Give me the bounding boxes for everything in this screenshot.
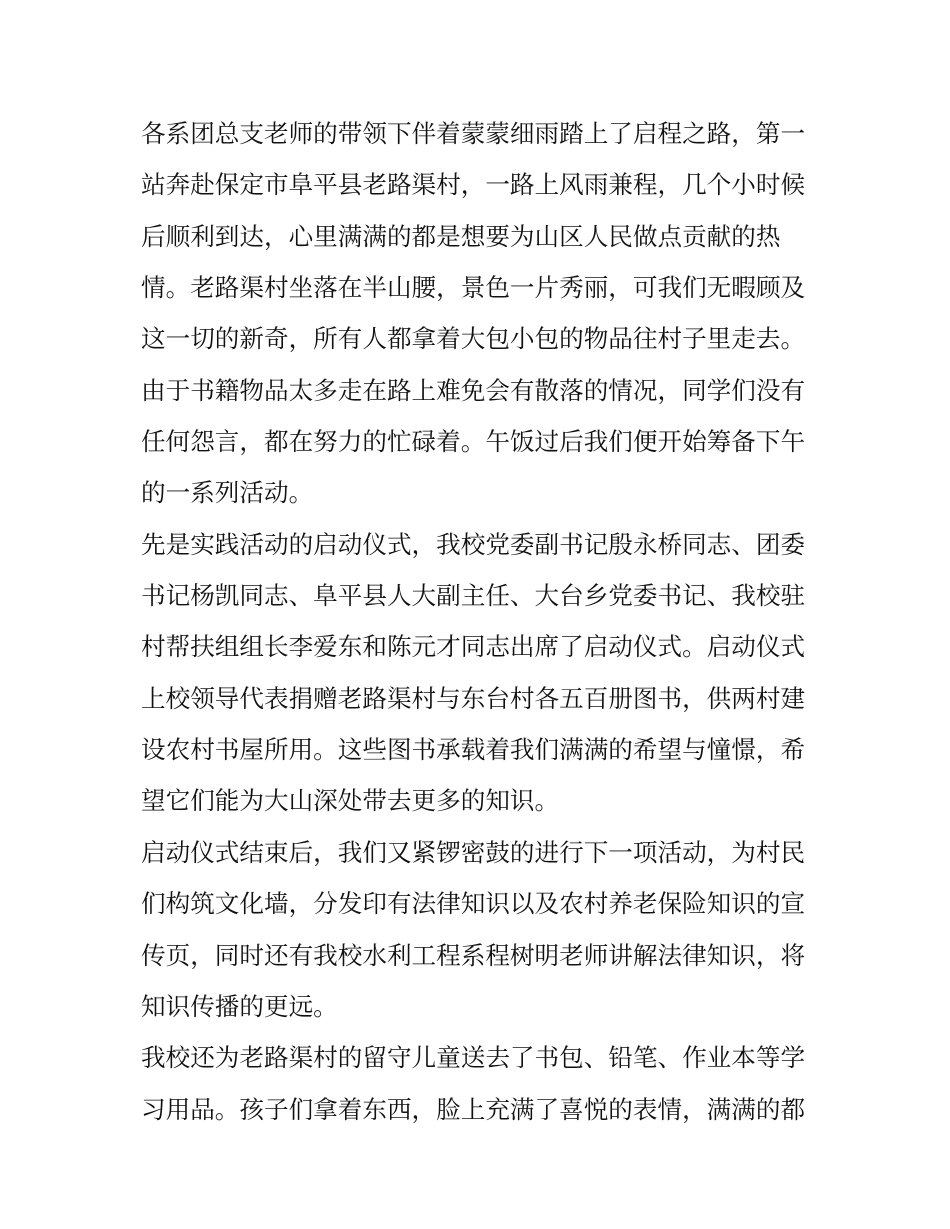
text-line: 望它们能为大山深处带去更多的知识。 [141,786,560,816]
text-line: 上校领导代表捐赠老路渠村与东台村各五百册图书，供两村建 [141,683,806,713]
text-line: 们构筑文化墙，分发印有法律知识以及农村养老保险知识的宣 [141,889,806,919]
text-line: 任何怨言，都在努力的忙碌着。午饭过后我们便开始筹备下午 [141,427,806,457]
text-line: 习用品。孩子们拿着东西，脸上充满了喜悦的表情，满满的都 [141,1094,806,1124]
text-line: 各系团总支老师的带领下伴着蒙蒙细雨踏上了启程之路，第一 [141,119,806,148]
text-line: 书记杨凯同志、阜平县人大副主任、大台乡党委书记、我校驻 [141,581,806,611]
text-line: 传页，同时还有我校水利工程系程树明老师讲解法律知识，将 [141,940,806,970]
text-line: 这一切的新奇，所有人都拿着大包小包的物品往村子里走去。 [141,324,806,354]
text-line: 站奔赴保定市阜平县老路渠村，一路上风雨兼程，几个小时候 [141,170,806,200]
text-line: 的一系列活动。 [141,478,314,508]
text-line: 启动仪式结束后，我们又紧锣密鼓的进行下一项活动，为村民 [141,837,806,867]
text-line: 情。老路渠村坐落在半山腰，景色一片秀丽，可我们无暇顾及 [141,273,806,303]
text-line: 设农村书屋所用。这些图书承载着我们满满的希望与憧憬，希 [141,735,806,765]
body-text [141,108,816,1135]
text-line: 先是实践活动的启动仪式，我校党委副书记殷永桥同志、团委 [141,529,806,559]
text-line: 由于书籍物品太多走在路上难免会有散落的情况，同学们没有 [141,375,806,405]
text-line: 后顺利到达，心里满满的都是想要为山区人民做点贡献的热 [141,221,781,251]
text-line: 村帮扶组组长李爱东和陈元才同志出席了启动仪式。启动仪式 [141,632,806,662]
text-line: 我校还为老路渠村的留守儿童送去了书包、铅笔、作业本等学 [141,1043,806,1073]
text-line: 知识传播的更远。 [141,991,338,1021]
